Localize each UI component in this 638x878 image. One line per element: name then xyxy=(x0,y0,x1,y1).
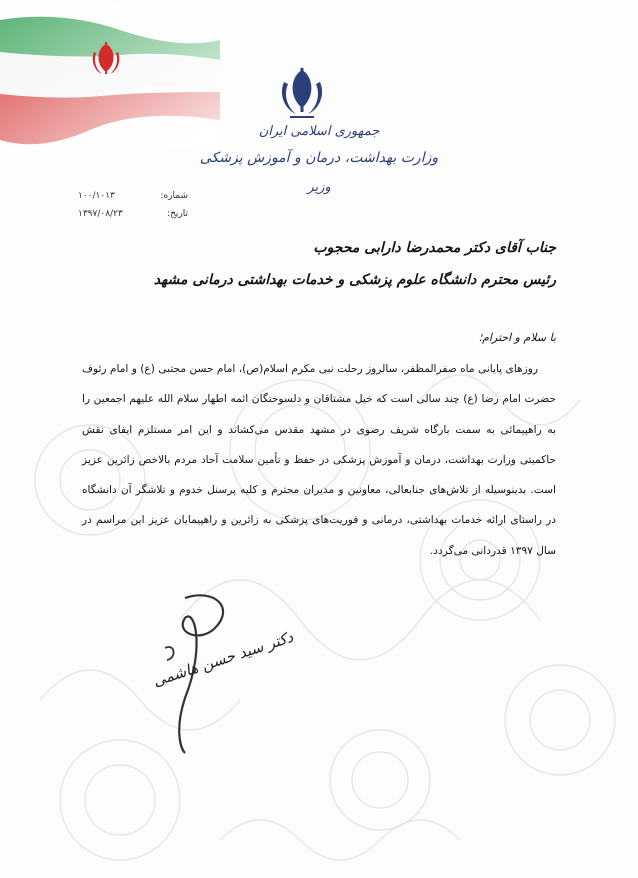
signatory-name: دکتر سید حسن هاشمی xyxy=(150,627,296,691)
recipient-title: رئیس محترم دانشگاه علوم پزشکی و خدمات بهداشتی درمانی مشهد xyxy=(153,272,556,288)
letter-paragraph: روزهای پایانی ماه صفرالمظفر، سالروز رحلت نبی مکرم اسلام(ص)، امام حسن مجتبی (ع) و امام رئوف حضرت امام رضا (ع) چند سالی است که خیل مشتاقان و دلسوختگان ائمه اطهار سلام الله علیهم اجمعین را به راهپیمائی به سمت بارگاه شریف رضوی در مشهد مقدس می‌کشاند و این امر مستلزم ایفای نقش حاکمیتی وزارت بهداشت، درمان و آموزش پزشکی در حفظ و تأمین سلامت آحاد مردم بالاخص زائرین عزیز است. بدینوسیله از تلاش‌های جنابعالی، معاونین و مدیران محترم و کلیه پرسنل خدوم و تلاشگر آن دانشگاه در راستای ارائه خدمات بهداشتی، درمانی و فوریت‌های پزشکی به زائرین و راهپیمایان عزیز این مراسم در سال ۱۳۹۷ قدردانی می‌گردد. xyxy=(82,363,556,557)
number-value: ۱۰۰/۱۰۱۳ xyxy=(78,191,115,201)
date-row xyxy=(78,205,188,223)
date-value: ۱۳۹۷/۰۸/۲۳ xyxy=(78,209,123,219)
letter-metadata xyxy=(78,187,188,223)
iran-emblem-icon xyxy=(276,66,328,122)
number-row xyxy=(78,187,188,205)
office-title: وزیر xyxy=(307,180,331,195)
recipient-name: جناب آقای دکتر محمدرضا دارابی محجوب xyxy=(313,240,556,256)
greeting: با سلام و احترام؛ xyxy=(478,331,556,344)
letter-body xyxy=(82,354,556,566)
number-label: شماره: xyxy=(160,191,188,201)
country-name: جمهوری اسلامی ایران xyxy=(258,124,380,139)
ministry-name: وزارت بهداشت، درمان و آموزش پزشکی xyxy=(199,150,439,166)
date-label: تاریخ: xyxy=(167,209,188,219)
